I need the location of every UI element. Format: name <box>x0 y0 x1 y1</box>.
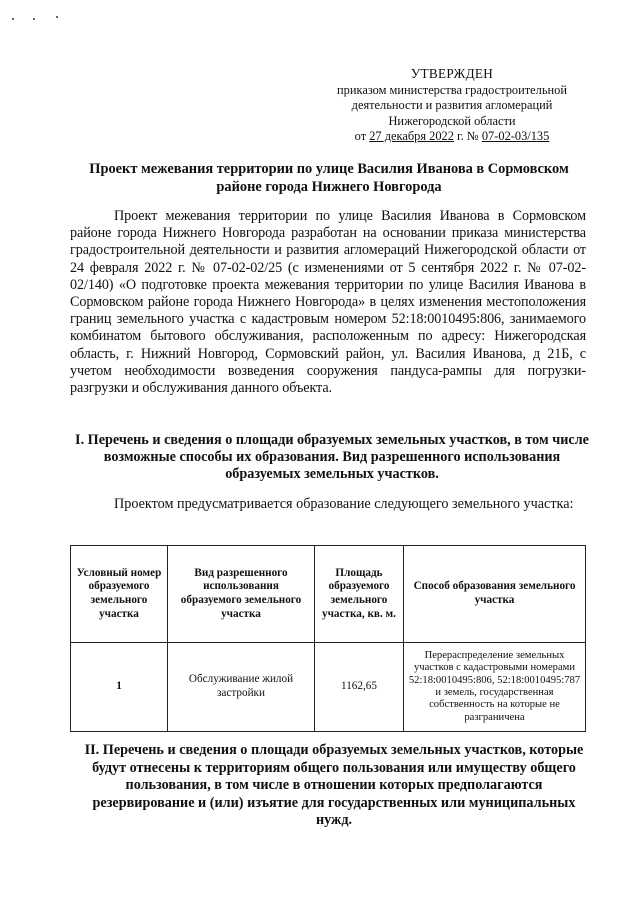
date-prefix: от <box>354 129 367 144</box>
scan-speck <box>12 18 14 20</box>
intro-paragraph: Проект межевания территории по улице Василия Иванова в Сормовском районе города Нижнего Новгорода разработан на основании приказа министерства градостроительной деятельности и развития агломераций Нижегородской области от 24 февраля 2022 г. № 07-02-02/25 (с изменениями от 5 сентября 2022 г. № 07-02-02/140) «О подготовке проекта межевания территории по улице Василия Иванова в Сормовском районе города Нижнего Новгорода» в целях изменения местоположения границ земельного участка с кадастровым номером 52:18:0010495:806, занимаемого комбинатом бытового обслуживания, расположенным по адресу: Нижегородская область, г. Нижний Новгород, Сормовский район, ул. Василия Иванова, д 21Б, с учетом необходимости возведения сооружения пандуса-рампы для погрузки-разгрузки и обслуживания данного объекта. <box>70 208 586 397</box>
scan-speck <box>33 18 35 20</box>
scan-speck <box>56 16 58 18</box>
section-1-text: Перечень и сведения о площади образуемых земельных участков, в том числе возможные способы их образования. Вид разрешенного использования образуемых земельных участков. <box>87 432 589 482</box>
approval-date-line <box>318 129 586 145</box>
section-1-number: I. <box>75 432 85 448</box>
table-header-row <box>71 546 586 643</box>
approval-heading: УТВЕРЖДЕН <box>410 66 494 81</box>
header-plot-number: Условный номер образуемого земельного участка <box>71 546 168 643</box>
section-2-text: Перечень и сведения о площади образуемых земельных участков, которые будут отнесены к территориям общего пользования или имуществу общего пользования, в том числе в отношении которых предполагаются резервирование и (или) изъятие для государственных или муниципальных нужд. <box>92 742 584 829</box>
header-formation-method: Способ образования земельного участка <box>404 546 586 643</box>
land-plot-table <box>70 545 586 732</box>
header-area: Площадь образуемого земельного участка, кв. м. <box>315 546 404 643</box>
date-suffix: г. № <box>457 129 479 144</box>
project-paragraph: Проектом предусматривается образование следующего земельного участка: <box>114 496 574 512</box>
approval-line-3: Нижегородской области <box>388 113 516 128</box>
approval-line-2: деятельности и развития агломераций <box>351 98 553 113</box>
table-row <box>71 643 586 732</box>
approval-block <box>318 66 586 145</box>
section-2-number: II. <box>84 742 100 758</box>
cell-area: 1162,65 <box>315 643 404 732</box>
cell-permitted-use: Обслуживание жилой застройки <box>168 643 315 732</box>
section-2-heading <box>84 742 584 830</box>
cell-plot-number: 1 <box>71 643 168 732</box>
approval-date: 27 декабря 2022 <box>369 129 454 144</box>
header-permitted-use: Вид разрешенного использования образуемого земельного участка <box>168 546 315 643</box>
approval-line-1: приказом министерства градостроительной <box>337 82 567 97</box>
order-number: 07-02-03/135 <box>481 129 550 144</box>
section-1-heading <box>74 432 590 483</box>
document-title: Проект межевания территории по улице Василия Иванова в Сормовском районе города Нижнего Новгорода <box>89 161 569 195</box>
cell-formation-method: Перераспределение земельных участков с кадастровыми номерами 52:18:0010495:806, 52:18:0010495:787 и земель, государственная собственность на которые не разграничена <box>404 643 586 732</box>
